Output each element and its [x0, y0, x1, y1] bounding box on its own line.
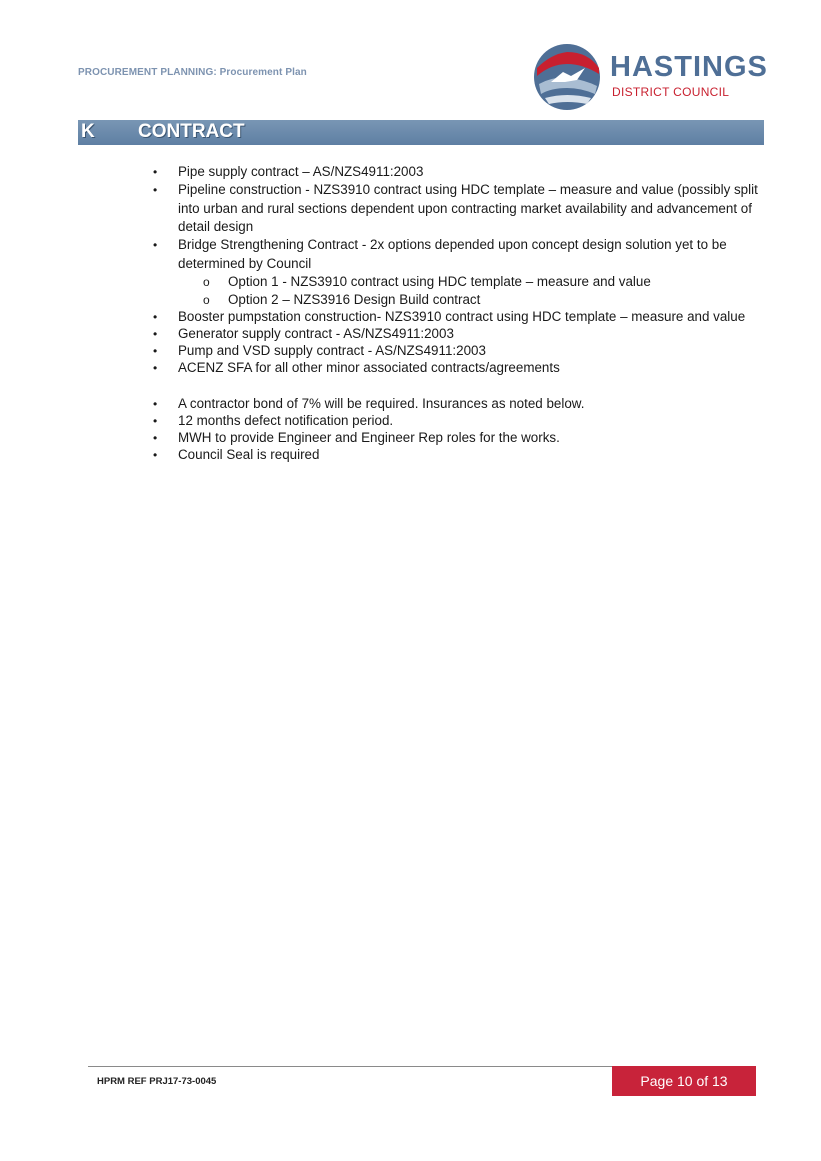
list-item: • A contractor bond of 7% will be required. Insurances as noted below. [178, 395, 768, 414]
page-number-badge [612, 1066, 756, 1096]
council-logo [533, 42, 773, 114]
section-letter: K [81, 121, 95, 142]
footer-reference: HPRM REF PRJ17-73-0045 [97, 1076, 217, 1087]
list-item: • Generator supply contract - AS/NZS4911:2003 [178, 325, 768, 344]
list-item: • 12 months defect notification period. [178, 412, 768, 431]
header-section: PROCUREMENT PLANNING: [78, 67, 217, 78]
council-emblem-icon [533, 42, 603, 112]
section-heading-bar [78, 120, 764, 145]
section-title: CONTRACT [138, 121, 245, 142]
list-item: • Pump and VSD supply contract - AS/NZS4911:2003 [178, 342, 768, 361]
list-item: • ACENZ SFA for all other minor associated contracts/agreements [178, 359, 768, 378]
list-item: • Pipeline construction - NZS3910 contract using HDC template – measure and value (possibly split into urban and rural sections dependent upon contracting market availability and advancement of detail design [178, 181, 768, 237]
list-item: • MWH to provide Engineer and Engineer Rep roles for the works. [178, 429, 768, 448]
list-item: • Council Seal is required [178, 446, 768, 465]
logo-subname: DISTRICT COUNCIL [612, 85, 730, 99]
logo-name: HASTINGS [610, 51, 768, 83]
header-subtitle: Procurement Plan [219, 67, 307, 78]
list-item: • Bridge Strengthening Contract - 2x options depended upon concept design solution yet to be determined by Council [178, 236, 768, 273]
sub-list-item: o Option 1 - NZS3910 contract using HDC template – measure and value [228, 273, 768, 292]
document-header [78, 67, 307, 78]
list-item: • Pipe supply contract – AS/NZS4911:2003 [178, 163, 768, 182]
page-number: Page 10 of 13 [640, 1073, 728, 1089]
sub-list-item: o Option 2 – NZS3916 Design Build contract [228, 291, 768, 310]
list-item: • Booster pumpstation construction- NZS3910 contract using HDC template – measure and value [178, 308, 768, 327]
